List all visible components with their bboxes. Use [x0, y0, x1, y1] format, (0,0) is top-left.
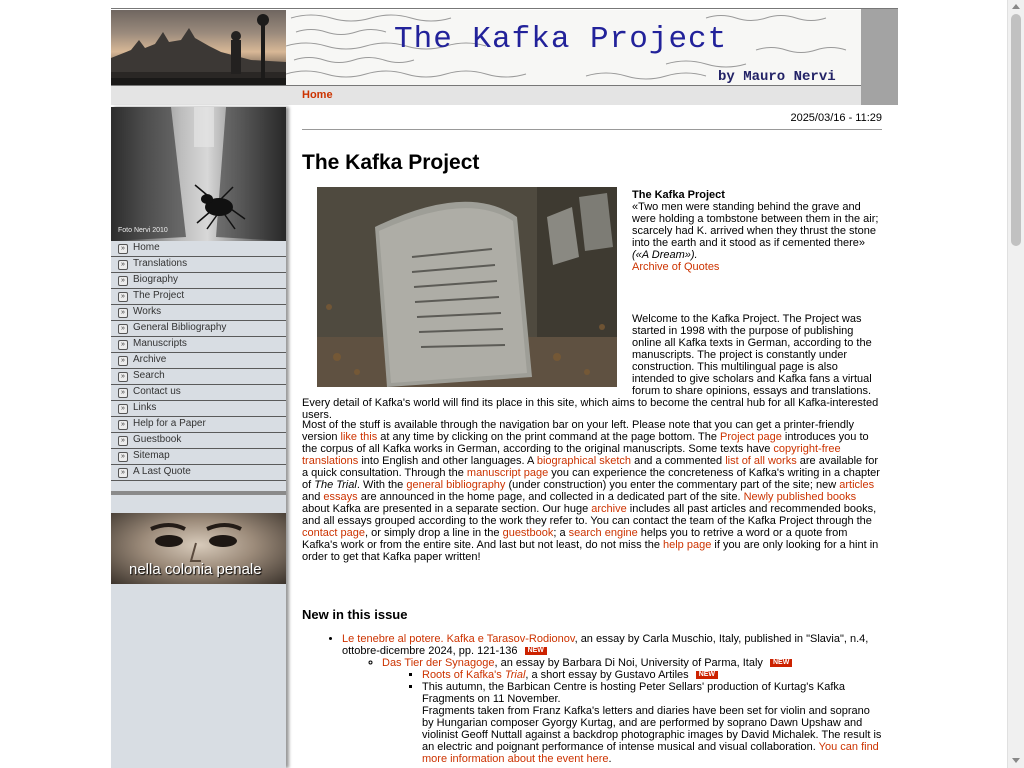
inline-link[interactable]: search engine [568, 527, 638, 539]
intro-paragraph: Welcome to the Kafka Project. The Project was started in 1998 with the purpose of publishing online all Kafka texts in German, according to the manuscripts. The project is constantly under construction. This multilingual page is also intended to give scholars and Kafka fans a virtual forum to share opinions, essays and translations. Every detail of Kafka's world will find its place in this site, which aims to become the central hub for all Kafka-interested users. [302, 313, 879, 421]
kafka-caption: nella colonia penale [129, 561, 262, 578]
inline-link[interactable]: manuscript page [466, 467, 549, 479]
quote-title: The Kafka Project [632, 189, 725, 201]
sidebar-item-links[interactable]: » Links [111, 401, 286, 417]
kafka-portrait-banner[interactable] [111, 513, 286, 584]
divider [302, 129, 882, 130]
sidebar-item-manuscripts[interactable]: » Manuscripts [111, 337, 286, 353]
list-item: ◦ Das Tier der Synagoge, an essay by Barbara Di Noi, University of Parma, Italy NEW ▪ Roots of Kafka's Trial, a short essay by Gustavo Artiles NEW ▪ This autumn, the Barbican Centre is hosting Peter Sellars' production of Kurtag's Kafka Fragments on 11 November. Fragments taken from Franz Kafka's letters and diaries have been set for violin and soprano by Hungarian composer Gyorgy Kurtag, and are performed by soprano Dawn Upshaw and violinist Geoff Nuttall against a backdrop photographic images by David Michalek. The result is an electric and poignant performance of intense musical and visual collaboration. You can find more information about the event here. [382, 657, 882, 765]
sidebar-item-contact-us[interactable]: » Contact us [111, 385, 286, 401]
date-time: 2025/03/16 - 11:29 [790, 112, 882, 124]
event-info-link[interactable]: You can find more information about the event here [422, 741, 879, 765]
list-item: ▪ This autumn, the Barbican Centre is hosting Peter Sellars' production of Kurtag's Kafka Fragments on 11 November. Fragments taken from Franz Kafka's letters and diaries have been set for violin and soprano by Hungarian composer Gyorgy Kurtag, and are performed by soprano Dawn Upshaw and violinist Geoff Nuttall against a backdrop photographic images by David Michalek. The result is an electric and poignant performance of intense musical and visual collaboration. You can find more information about the event here. [422, 681, 882, 765]
arrow-bullet-icon: » [118, 276, 128, 286]
page-frame [111, 8, 898, 768]
arrow-bullet-icon: » [118, 356, 128, 366]
banner-corner-block [861, 9, 898, 105]
scroll-down-arrow-icon[interactable] [1012, 758, 1020, 763]
corridor-beetle-photo [111, 107, 286, 241]
main-content [302, 107, 882, 768]
inline-link[interactable]: help page [663, 539, 712, 551]
inline-link[interactable]: Newly published books [743, 491, 857, 503]
photo-credit: Foto Nervi 2010 [118, 227, 168, 234]
inline-link[interactable]: archive [591, 503, 627, 515]
prague-bridge-photo [111, 10, 286, 86]
sidebar-item-sitemap[interactable]: » Sitemap [111, 449, 286, 465]
sidebar-item-a-last-quote[interactable]: » A Last Quote [111, 465, 286, 481]
archive-of-quotes-link[interactable]: Archive of Quotes [632, 261, 720, 273]
inline-link[interactable]: like this [340, 431, 378, 443]
arrow-bullet-icon: » [118, 452, 128, 462]
inline-link[interactable]: essays [323, 491, 358, 503]
arrow-bullet-icon: » [118, 292, 128, 302]
sidebar-item-help-for-a-paper[interactable]: » Help for a Paper [111, 417, 286, 433]
inline-link[interactable]: guestbook [502, 527, 554, 539]
new-badge: NEW [696, 671, 718, 679]
manuscript-background [286, 10, 861, 86]
banner-byline: by Mauro Nervi [718, 69, 836, 85]
sidebar-menu [111, 241, 286, 481]
topnav-home-link[interactable]: Home [302, 89, 333, 101]
page-title: The Kafka Project [302, 151, 480, 174]
quote-text: «Two men were standing behind the grave and were holding a tombstone between them in the air; scarcely had K. arrived when they thrust the stone into the earth and it stood as if cemented there» [632, 201, 879, 249]
menu-divider [111, 491, 286, 495]
italic-text: The Trial [314, 479, 357, 491]
arrow-bullet-icon: » [118, 324, 128, 334]
inline-link[interactable]: Project page [720, 431, 782, 443]
scroll-up-arrow-icon[interactable] [1012, 4, 1020, 9]
arrow-bullet-icon: » [118, 308, 128, 318]
sidebar-item-biography[interactable]: » Biography [111, 273, 286, 289]
new-badge: NEW [770, 659, 792, 667]
banner-title: The Kafka Project [394, 22, 728, 57]
arrow-bullet-icon: » [118, 340, 128, 350]
news-list [302, 633, 882, 765]
scrollbar-thumb[interactable] [1011, 14, 1021, 246]
arrow-bullet-icon: » [118, 244, 128, 254]
new-in-issue-heading: New in this issue [302, 607, 408, 622]
arrow-bullet-icon: » [118, 404, 128, 414]
sidebar-item-guestbook[interactable]: » Guestbook [111, 433, 286, 449]
inline-link[interactable]: copyright-free translations [302, 443, 841, 467]
sidebar-item-archive[interactable]: » Archive [111, 353, 286, 369]
sidebar-item-the-project[interactable]: » The Project [111, 289, 286, 305]
navigation-paragraph: Most of the stuff is available through the navigation bar on your left. Please note that you can get a printer-friendly version like this at any time by clicking on the print command at the page bottom. The Project page introduces you to the corpus of all Kafka works in German, according to the original manuscripts. Some texts have copyright-free translations into English and other languages. A biographical sketch and a commented list of all works are available for a quick consultation. Through the manuscript page you can experience the concreteness of Kafka's writing in a chapter of The Trial. With the general bibliography (under construction) you enter the commentary part of the site; new articles and essays are announced in the home page, and collected in a dedicated part of the site. Newly published books about Kafka are presented in a separate section. Our huge archive includes all past articles and recommended books, and all essays grouped according to the work they refer to. You can contact the team of the Kafka Project through the contact page, or simply drop a line in the guestbook; a search engine helps you to retrive a word or a quote from Kafka's work or from the entire site. And last but not least, do not miss the help page if you are only looking for a hint in order to get that Kafka paper written! [302, 419, 880, 563]
quote-box [632, 189, 884, 273]
arrow-bullet-icon: » [118, 468, 128, 478]
arrow-bullet-icon: » [118, 420, 128, 430]
arrow-bullet-icon: » [118, 260, 128, 270]
inline-link[interactable]: list of all works [725, 455, 797, 467]
sidebar-item-translations[interactable]: » Translations [111, 257, 286, 273]
list-item: ▪ Roots of Kafka's Trial, a short essay by Gustavo Artiles NEW [422, 669, 882, 681]
sidebar-item-home[interactable]: » Home [111, 241, 286, 257]
news-link[interactable]: Das Tier der Synagoge [382, 657, 495, 669]
quote-source: («A Dream»). [632, 249, 698, 261]
arrow-bullet-icon: » [118, 436, 128, 446]
site-banner [111, 8, 898, 86]
news-link[interactable]: Le tenebre al potere. Kafka e Tarasov-Rodionov [342, 633, 575, 645]
inline-link[interactable]: biographical sketch [536, 455, 632, 467]
arrow-bullet-icon: » [118, 388, 128, 398]
inline-link[interactable]: general bibliography [406, 479, 506, 491]
inline-link[interactable]: articles [839, 479, 875, 491]
vertical-scrollbar[interactable] [1007, 0, 1024, 768]
arrow-bullet-icon: » [118, 372, 128, 382]
sidebar [111, 107, 286, 768]
new-badge: NEW [525, 647, 547, 655]
sidebar-item-search[interactable]: » Search [111, 369, 286, 385]
inline-link[interactable]: contact page [302, 527, 365, 539]
sidebar-item-general-bibliography[interactable]: » General Bibliography [111, 321, 286, 337]
list-item: • Le tenebre al potere. Kafka e Tarasov-Rodionov, an essay by Carla Muschio, Italy, published in "Slavia", n.4, ottobre-dicembre 2024, pp. 121-136 NEW ◦ Das Tier der Synagoge, an essay by Barbara Di Noi, University of Parma, Italy NEW ▪ Roots of Kafka's Trial, a short essay by Gustavo Artiles NEW ▪ This autumn, the Barbican Centre is hosting Peter Sellars' production of Kurtag's Kafka Fragments on 11 November. Fragments taken from Franz Kafka's letters and diaries have been set for violin and soprano by Hungarian composer Gyorgy Kurtag, and are performed by soprano Dawn Upshaw and violinist Geoff Nuttall against a backdrop photographic images by David Michalek. The result is an electric and poignant performance of intense musical and visual collaboration. You can find more information about the event here. [342, 633, 882, 765]
sidebar-item-works[interactable]: » Works [111, 305, 286, 321]
news-link[interactable]: Roots of Kafka's Trial [422, 669, 526, 681]
top-nav-bar [111, 85, 861, 105]
